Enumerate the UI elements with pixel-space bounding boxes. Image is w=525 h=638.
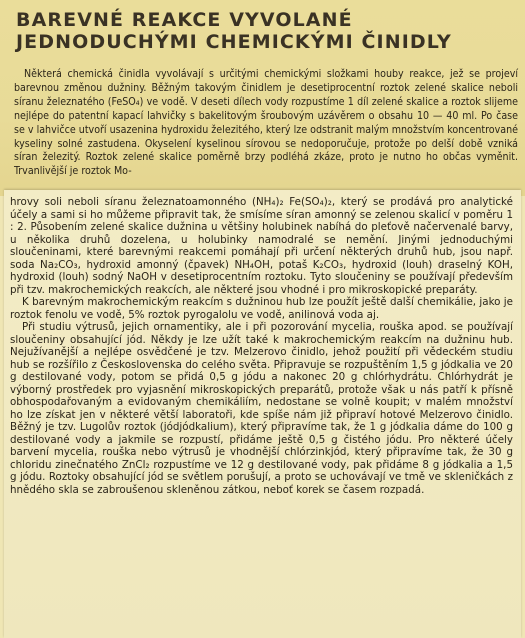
upper-page-section (0, 0, 525, 196)
body-text (10, 196, 513, 496)
title-line-1: BAREVNÉ REAKCE VYVOLANÉ (16, 9, 353, 31)
lower-page-section (4, 190, 521, 638)
paragraph-other-chemicals: K barevným makrochemickým reakcím s dužninou hub lze použít ještě další chemikálie, jako je roztok fenolu ve vodě, 5% roztok pyrogalolu ve vodě, anilinová voda aj. (10, 296, 513, 321)
paragraph-mohr-salt: hrovy soli neboli síranu železnatoamonného (NH₄)₂ Fe(SO₄)₂, který se prodává pro analytické účely a sami si ho můžeme připravit tak, že smísíme síran amonný se zelenou skalicí v poměru 1 : 2. Působením zelené skalice dužnina u většiny holubinek nabíhá do pleťově načervenalé barvy, u několika druhů dozelena, u holubinky namodralé se nemění. Jinými jednoduchými sloučeninami, které barevnými reakcemi pomáhají při určení některých druhů hub, jsou např. soda Na₂CO₃, hydroxid amonný (čpavek) NH₄OH, potaš K₂CO₃, hydroxid (louh) draselný KOH, hydroxid (louh) sodný NaOH v desetiprocentním roztoku. Tyto sloučeniny se používají především při tzv. makrochemických reakcích, ale některé jsou vhodné i pro mikroskopické preparáty. (10, 196, 513, 296)
intro-paragraph: Některá chemická činidla vyvolávají s určitými chemickými složkami houby reakce, jež se projeví barevnou změnou dužniny. Běžným takovým činidlem je desetiprocentní roztok zelené skalice neboli síranu železnatého (FeSO₄) ve vodě. V deseti dílech vody rozpustíme 1 díl zelené skalice a roztok slijeme nejlépe do patentní kapací lahvičky s bakelitovým šroubovým uzávěrem o obsahu 10 — 40 ml. Po čase se v lahvičce utvoří usazenina hydroxidu železitého, který lze odstranit malým množstvím koncentrované kyseliny solné zastudena. Okyselení kyselinou sírovou se nedoporučuje, protože po delší době vzniká síran železitý. Roztok zelené skalice poměrně brzy podléhá zkáze, proto je nutno ho občas vyměnit. Trvanlivější je roztok Mo- (14, 68, 518, 178)
paragraph-iodine-reagents: Při studiu výtrusů, jejich ornamentiky, ale i při pozorování mycelia, rouška apod. se používají sloučeniny obsahující jód. Někdy je lze užít také k makrochemickým reakcím na dužninu hub. Nejužívanější a nejlépe osvědčené je tzv. Melzerovo činidlo, jehož použití při vědeckém studiu hub se rozšířilo z Československa do celého světa. Připravuje se rozpuštěním 1,5 g jódkalia ve 20 g destilované vody, potom se přidá 0,5 g jódu a nakonec 20 g chlórhydrátu. Chlórhydrát je výborný prostředek pro vyjasnění mikroskopických preparátů, protože však u nás patří k přísně obhospodařovaným a evidovaným chemikáliím, nedostane se volně koupit; v malém množství ho lze získat jen v některé větší laboratoři, kde spíše nám již připraví hotové Melzerovo činidlo. Běžný je tzv. Lugolův roztok (jódjódkalium), který připravíme tak, že 1 g jódkalia dáme do 100 g destilované vody a jakmile se rozpustí, přidáme ještě 0,5 g čistého jódu. Pro některé účely barvení mycelia, rouška nebo výtrusů je vhodnější chlórzinkjód, který připravíme tak, že 30 g chloridu zinečnatého ZnCl₂ rozpustíme ve 12 g destilované vody, pak přidáme 8 g jódkalia a 1,5 g jódu. Roztoky obsahující jód se světlem porušují, a proto se uchovávají ve tmě ve skleničkách z hnědého skla se zabroušenou skleněnou zátkou, neboť korek se časem rozpadá. (10, 321, 513, 496)
chapter-title (16, 9, 516, 53)
title-line-2: JEDNODUCHÝMI CHEMICKÝMI ČINIDLY (16, 31, 452, 53)
